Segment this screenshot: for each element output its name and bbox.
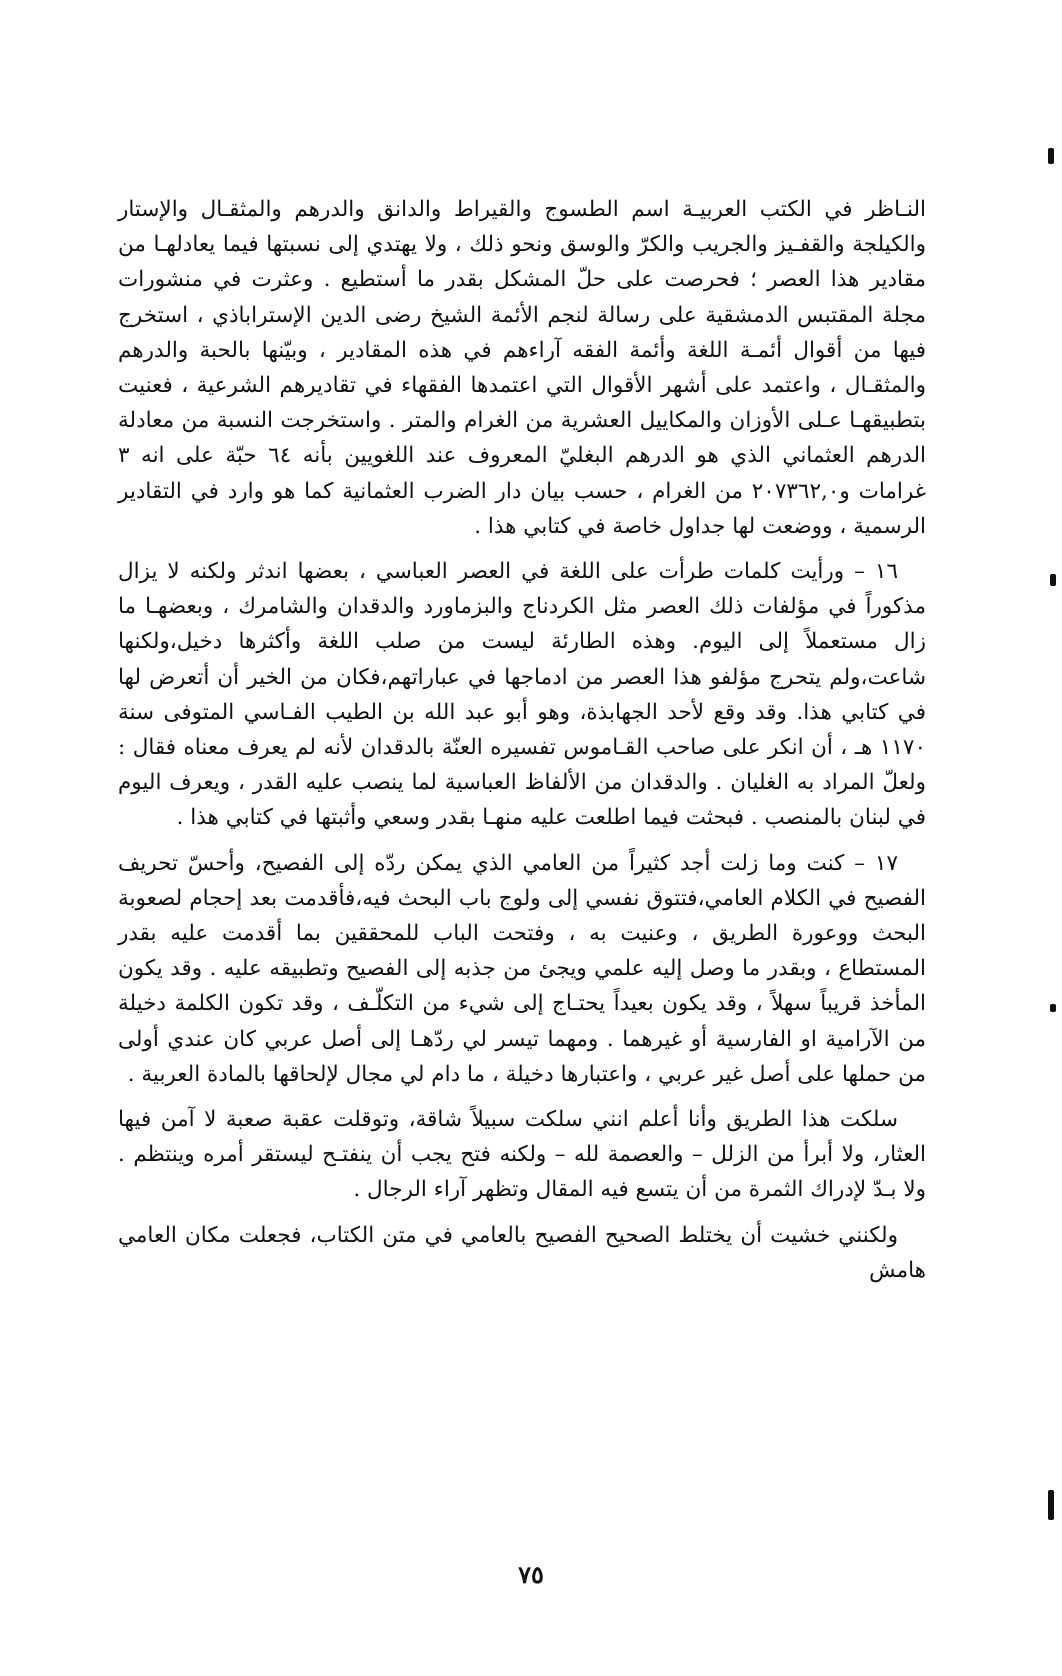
margin-mark [1048, 148, 1054, 164]
margin-mark [1050, 574, 1056, 586]
paragraph: ١٧ – كنت وما زلت أجد كثيراً من العامي الذي يمكن ردّه إلى الفصيح، وأحسّ تحريف الفصيح في الكلام العامي،فتتوق نفسي إلى ولوج باب البحث فيه،فأقدمت بعد إحجام لصعوبة البحث ووعورة الطريق ، وعنيت به ، وفتحت الباب للمحققين بما أقدمت عليه بقدر المستطاع ، وبقدر ما وصل إليه علمي ويجئ من جذبه إلى الفصيح وتطبيقه عليه . وقد يكون المأخذ قريباً سهلاً ، وقد يكون بعيداً يحتـاج إلى شيء من التكلّـف ، وقد تكون الكلمة دخيلة من الآرامية او الفارسية أو غيرهما . ومهما تيسر لي ردّهـا إلى أصل عربي كان عندي أولى من حملها على أصل غير عربي ، واعتبارها دخيلة ، ما دام لي مجال لإلحاقها بالمادة العربية . [118, 850, 926, 1087]
margin-mark [1048, 1490, 1054, 1520]
paragraph: سلكت هذا الطريق وأنا أعلم انني سلكت سبيلاً شاقة، وتوقلت عقبة صعبة لا آمن فيها العثار، ولا أبرأ من الزلل – والعصمة لله – ولكنه فتح يجب أن ينفتـح ليستقر أمره وينتظم . ولا بـدّ لإدراك الثمرة من أن يتسع فيه المقال وتظهر آراء الرجال . [118, 1107, 926, 1203]
paragraph: ولكنني خشيت أن يختلط الصحيح الفصيح بالعامي في متن الكتاب، فجعلت مكان العامي هامش [118, 1222, 926, 1283]
body-text [118, 192, 926, 1298]
page-number: ٧٥ [518, 1560, 544, 1589]
paragraph: ١٦ – ورأيت كلمات طرأت على اللغة في العصر العباسي ، بعضها اندثر ولكنه لا يزال مذكوراً في مؤلفات ذلك العصر مثل الكردناج والبزماورد والدقدان والشامرك ، وبعضهـا ما زال مستعملاً إلى اليوم. وهذه الطارئة ليست من صلب اللغة وأكثرها دخيل،ولكنها شاعت،ولم يتحرج مؤلفو هذا العصر من ادماجها في عباراتهم،فكان من الخير أن أتعرض لها في كتابي هذا. وقد وقع لأحد الجهابذة، وهو أبو عبد الله بن الطيب الفـاسي المتوفى سنة ١١٧٠ هـ ، أن انكر على صاحب القـاموس تفسيره العنّة بالدقدان لأنه لم يعرف معناه فقال : ولعلّ المراد به الغليان . والدقدان من الألفاظ العباسية لما ينصب عليه القدر ، ويعرف اليوم في لبنان بالمنصب . فبحثت فيما اطلعت عليه منهـا بقدر وسعي وأثبتها في كتابي هذا . [118, 559, 926, 831]
paragraph: النـاظر في الكتب العربيـة اسم الطسوج والقيراط والدانق والدرهم والمثقـال والإستار والكيلجة والقفـيز والجريب والكرّ والوسق ونحو ذلك ، ولا يهتدي إلى نسبتها فيما يعادلهـا من مقادير هذا العصر ؛ فحرصت على حلّ المشكل بقدر ما أستطيع . وعثرت في منشورات مجلة المقتبس الدمشقية على رسالة لنجم الأئمة الشيخ رضى الدين الإستراباذي ، استخرج فيها من أقوال أئمـة اللغة وأئمة الفقه آراءهم في هذه المقادير ، وبيّنها بالحبة والدرهم والمثقـال ، واعتمد على أشهر الأقوال التي اعتمدها الفقهاء في تقاديرهم الشرعية ، فعنيت بتطبيقهـا عـلى الأوزان والمكاييل العشرية من الغرام والمتر . واستخرجت النسبة من معادلة الدرهم العثماني الذي هو الدرهم البغليّ المعروف عند اللغويين بأنه ٦٤ حبّة على انه ٣ غرامات و٢٠٧٣٦٢,٠ من الغرام ، حسب بيان دار الضرب العثمانية كما هو وارد في التقادير الرسمية ، ووضعت لها جداول خاصة في كتابي هذا . [118, 197, 926, 539]
margin-mark [1050, 1004, 1056, 1012]
